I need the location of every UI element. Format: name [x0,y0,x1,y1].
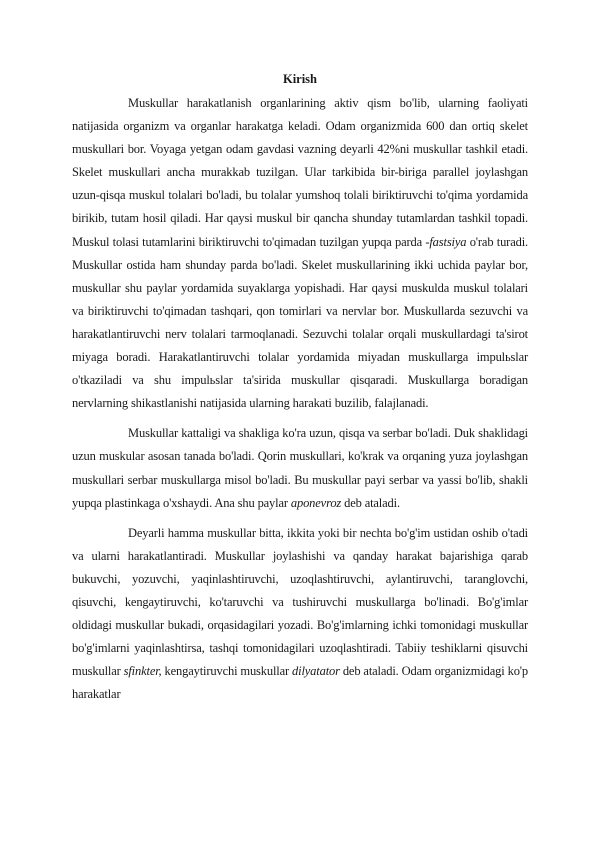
document-title: Kirish [282,72,318,86]
paragraph-1 [72,92,528,415]
paragraph-text: kengaytiruvchi muskullar [161,664,293,679]
paragraph-text: Muskullar harakatlanish organlarining aktiv qism bo'lib, ularning faoliyati natijasida organizm va organlar harakatga keladi. Odam organizmida 600 dan ortiq skelet muskullari bor. Voyaga yetgan odam gavdasi vazning deyarli 42%ni muskullar tashkil etadi. Skelet muskullari ancha murakkab tuzilgan. Ular tarkibida bir-biriga parallel joylashgan uzun-qisqa muskul tolalari bo'ladi, bu tolalar yumshoq tolali biriktiruvchi to'qima yordamida birikib, tutam hosil qiladi. Har qaysi muskul bir qancha shunday tutamlardan tashkil topadi. Muskul tolasi tutamlarini biriktiruvchi to'qimadan tuzilgan yupqa parda - [72,96,528,249]
paragraph-text: Deyarli hamma muskullar bitta, ikkita yoki bir nechta bo'g'im ustidan oshib o'tadi va ularni harakatlantiradi. Muskullar joylashishi va qanday harakat bajarishiga qarab bukuvchi, yozuvchi, yaqinlashtiruvchi, uzoqlashtiruvchi, aylantiruvchi, taranglovchi, qisuvchi, kengaytiruvchi, ko'taruvchi va tushiruvchi muskullarga bo'linadi. Bo'g'imlar oldidagi muskullar bukadi, orqasidagilari yozadi. Bo'g'imlarning ichki tomonidagi muskullar bo'g'imlarni yaqinlashtirsa, tashqi tomonidagilari uzoqlashtiradi. Tabiiy teshiklarni qisuvchi muskullar [72,525,528,679]
term-aponevroz: aponevroz [290,495,342,510]
document-page [72,68,528,713]
paragraph-text: o'rab turadi. Muskullar ostida ham shunday parda bo'ladi. Skelet muskullarining ikki uchida paylar bor, muskullar shu paylar yordamida suyaklarga yopishadi. Har qaysi muskulda muskul tolalari va biriktiruvchi to'qimadan tashqari, qon tomirlari va nervlar bor. Muskullarda sezuvchi va harakatlantiruvchi nerv tolalari tarmoqlanadi. Sezuvchi tolalar orqali muskullardagi ta'sirot miyaga boradi. Harakatlantiruvchi tolalar yordamida miyadan muskullarga impulьslar o'tkaziladi va shu impulьslar ta'sirida muskullar qisqaradi. Muskullarga boradigan nervlarning shikastlanishi natijasida ularning harakati buzilib, falajlanadi. [72,234,528,411]
paragraph-text: deb ataladi. [341,495,400,510]
term-sfinkter: sfinkter, [123,664,162,679]
paragraph-2 [72,422,528,514]
paragraph-3 [72,522,528,707]
paragraph-text: deb ataladi. Odam organizmidagi ko'p harakatlar [72,664,528,702]
paragraph-text: Muskullar kattaligi va shakliga ko'ra uzun, qisqa va serbar bo'ladi. Duk shaklidagi uzun muskular asosan tanada bo'ladi. Qorin muskullari, ko'krak va orqaning yuza joylashgan muskullari serbar muskullarga misol bo'ladi. Bu muskullar payi serbar va yassi bo'lib, shakli yupqa plastinkaga o'xshaydi. Ana shu paylar [72,426,528,510]
term-dilyatator: dilyatator [292,664,340,679]
term-fastsiya: fastsiya [429,234,467,249]
